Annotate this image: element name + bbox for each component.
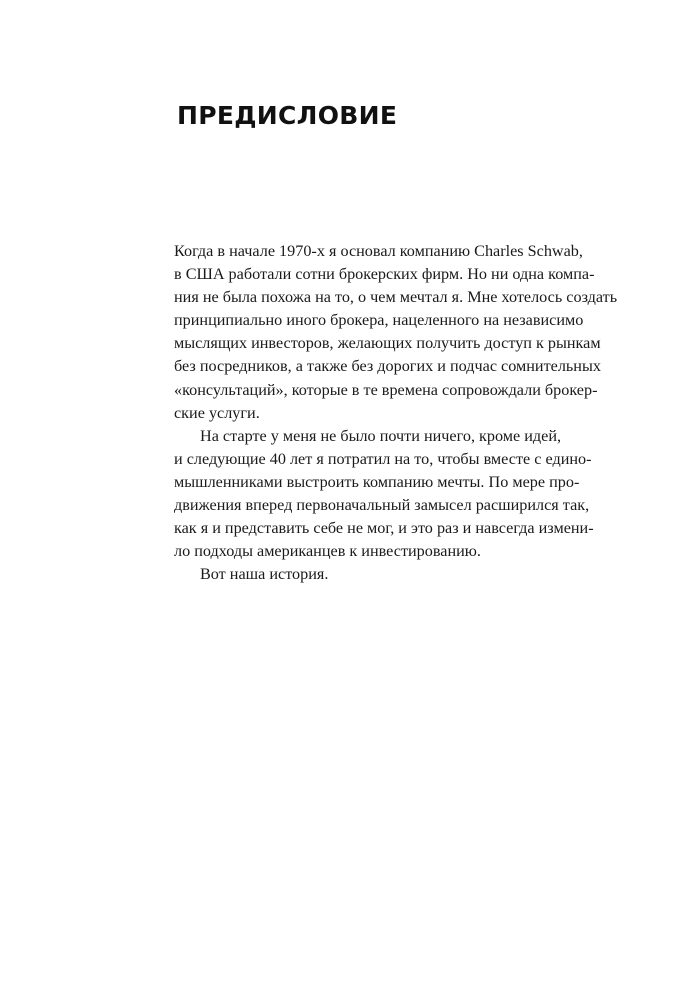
paragraph-1-line: «консультаций», которые в те времена сопровождали брокер- xyxy=(174,380,598,399)
paragraph-3-line: Вот наша история. xyxy=(200,565,329,584)
paragraph-1-line: Когда в начале 1970-х я основал компанию Charles Schwab, xyxy=(174,242,583,260)
paragraph-2-line: На старте у меня не было почти ничего, кроме идей, xyxy=(200,426,562,445)
paragraph-1-line: в США работали сотни брокерских фирм. Но ни одна компа- xyxy=(174,265,595,284)
paragraph-1-line: без посредников, а также без дорогих и подчас сомнительных xyxy=(174,357,601,376)
body-text xyxy=(174,240,618,586)
paragraph-1-line: принципиально иного брокера, нацеленного на независимо xyxy=(174,311,584,330)
paragraph-1-line: ские услуги. xyxy=(174,403,260,422)
chapter-heading: ПРЕДИСЛОВИЕ xyxy=(177,101,398,130)
paragraph-1-line: мыслящих инвесторов, желающих получить доступ к рынкам xyxy=(174,334,601,353)
paragraph-2-line: мышленниками выстроить компанию мечты. По мере про- xyxy=(174,472,580,491)
paragraph-2-line: ло подходы американцев к инвестированию. xyxy=(174,542,481,561)
paragraph-2-line: как я и представить себе не мог, и это раз и навсегда измени- xyxy=(174,519,594,538)
paragraph-2-line: движения вперед первоначальный замысел расширился так, xyxy=(174,496,590,515)
paragraph-2-line: и следующие 40 лет я потратил на то, чтобы вместе с едино- xyxy=(174,449,592,468)
paragraph-1-line: ния не была похожа на то, о чем мечтал я. Мне хотелось создать xyxy=(174,288,618,307)
